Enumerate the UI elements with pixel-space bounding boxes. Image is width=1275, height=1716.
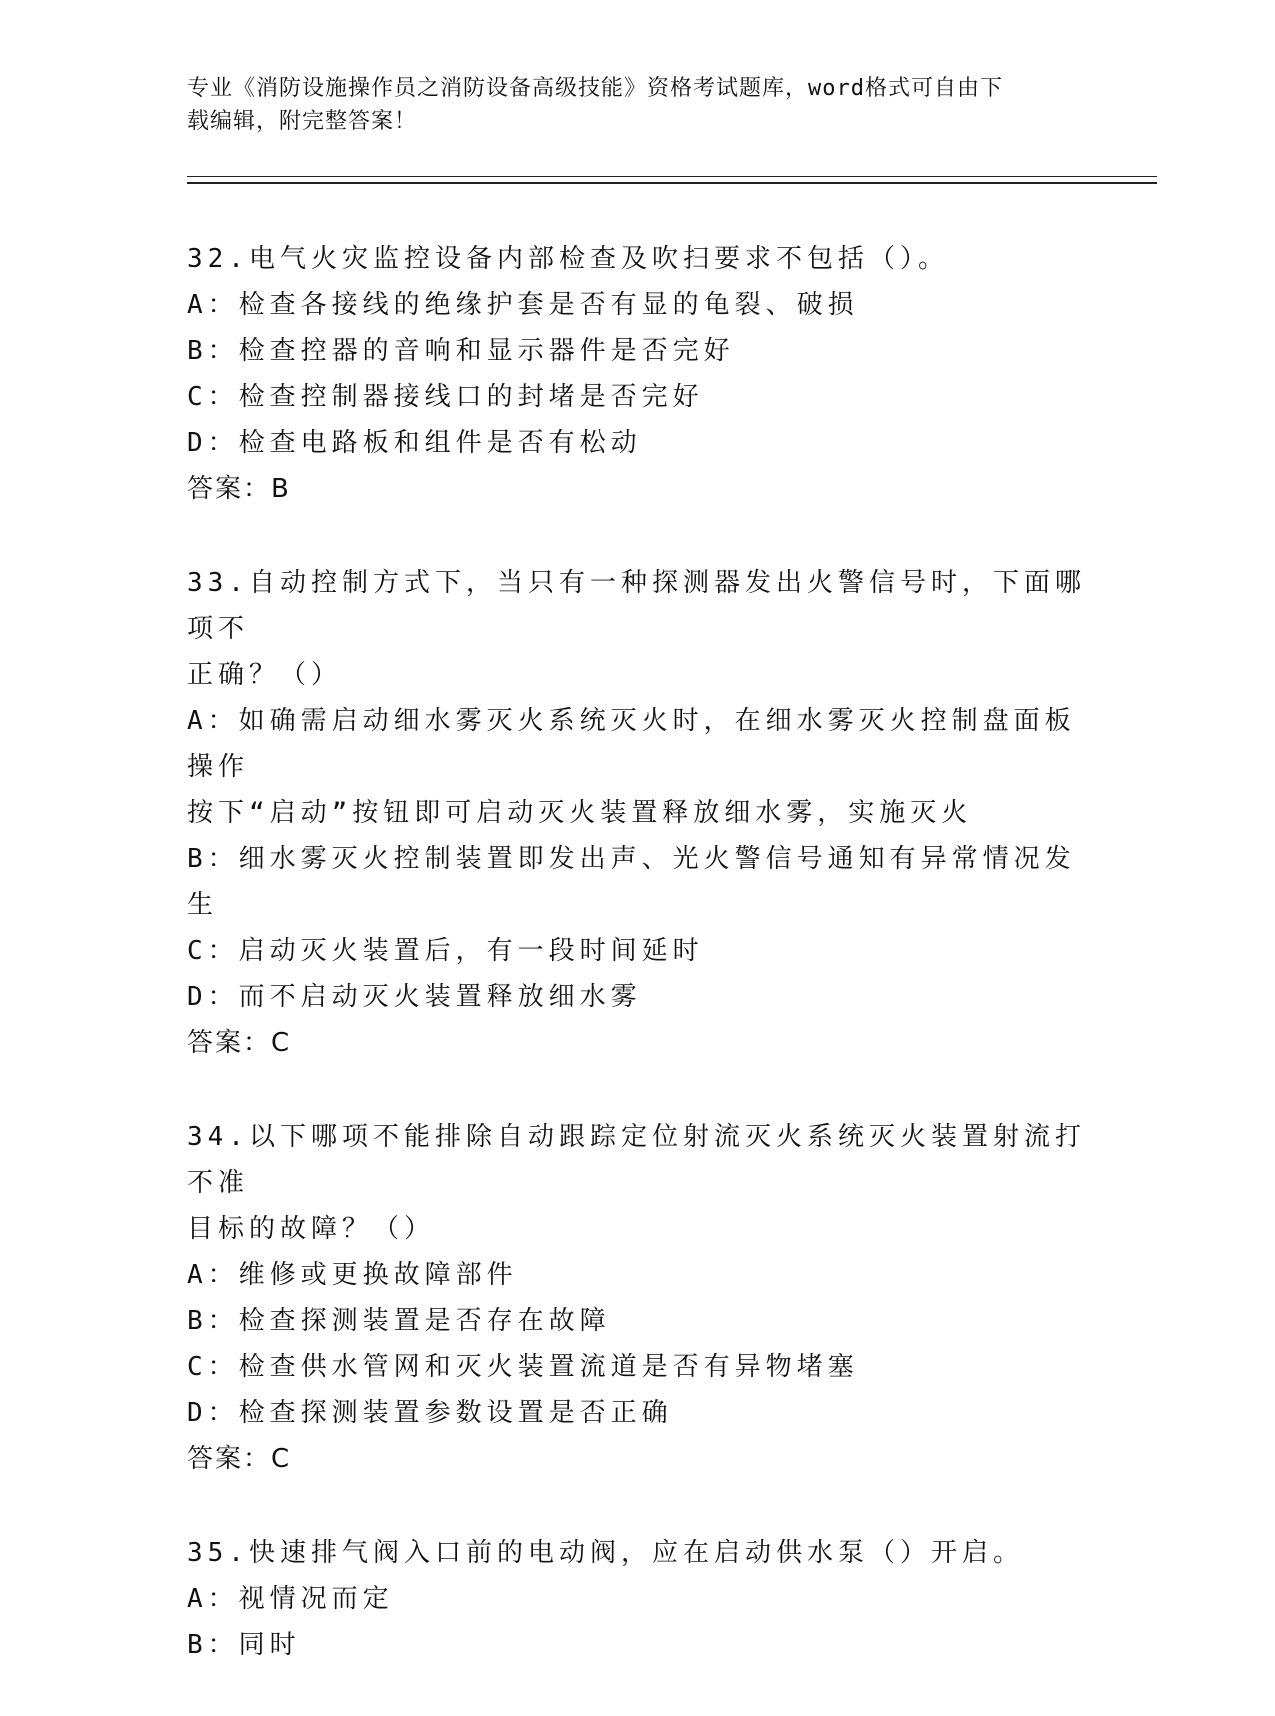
option-a: A：检查各接线的绝缘护套是否有显的龟裂、破损 [187,290,859,320]
answer-line: 答案：C [187,1444,292,1474]
question-stem: 33.自动控制方式下，当只有一种探测器发出火警信号时，下面哪项不 [187,568,1086,644]
question-35 [187,1530,1087,1668]
option-c: C：检查供水管网和灭火装置流道是否有异物堵塞 [187,1352,859,1382]
header-line-1: 专业《消防设施操作员之消防设备高级技能》资格考试题库，word格式可自由下 [187,76,1003,101]
question-stem-cont: 正确？（） [187,660,343,690]
option-a: A：维修或更换故障部件 [187,1260,518,1290]
option-b: B：检查探测装置是否存在故障 [187,1306,611,1336]
answer-line: 答案：C [187,1028,292,1058]
question-32 [187,236,1087,512]
question-stem: 34.以下哪项不能排除自动跟踪定位射流灭火系统灭火装置射流打不准 [187,1122,1086,1198]
option-b: B：细水雾灭火控制装置即发出声、光火警信号通知有异常情况发生 [187,844,1076,920]
question-34 [187,1114,1087,1482]
header-rule-thick [187,182,1157,184]
option-a-cont: 按下“启动”按钮即可启动灭火装置释放细水雾，实施灭火 [187,798,973,828]
answer-line: 答案：B [187,474,291,504]
option-a: A：如确需启动细水雾灭火系统灭火时，在细水雾灭火控制盘面板操作 [187,706,1076,782]
option-b: B：检查控器的音响和显示器件是否完好 [187,336,735,366]
question-stem-cont: 目标的故障？（） [187,1214,436,1244]
header-line-2: 载编辑，附完整答案！ [187,109,418,134]
question-stem: 32.电气火灾监控设备内部检查及吹扫要求不包括（）。 [187,244,949,274]
question-33 [187,560,1087,1066]
option-b: B：同时 [187,1630,301,1660]
header-rule-thin [187,176,1157,177]
question-list [187,236,1087,1716]
option-c: C：启动灭火装置后，有一段时间延时 [187,936,704,966]
option-d: D：而不启动灭火装置释放细水雾 [187,982,642,1012]
option-d: D：检查电路板和组件是否有松动 [187,428,642,458]
option-d: D：检查探测装置参数设置是否正确 [187,1398,673,1428]
question-stem: 35.快速排气阀入口前的电动阀，应在启动供水泵（）开启。 [187,1538,1024,1568]
option-c: C：检查控制器接线口的封堵是否完好 [187,382,704,412]
document-header [187,72,1067,138]
option-a: A：视情况而定 [187,1584,394,1614]
